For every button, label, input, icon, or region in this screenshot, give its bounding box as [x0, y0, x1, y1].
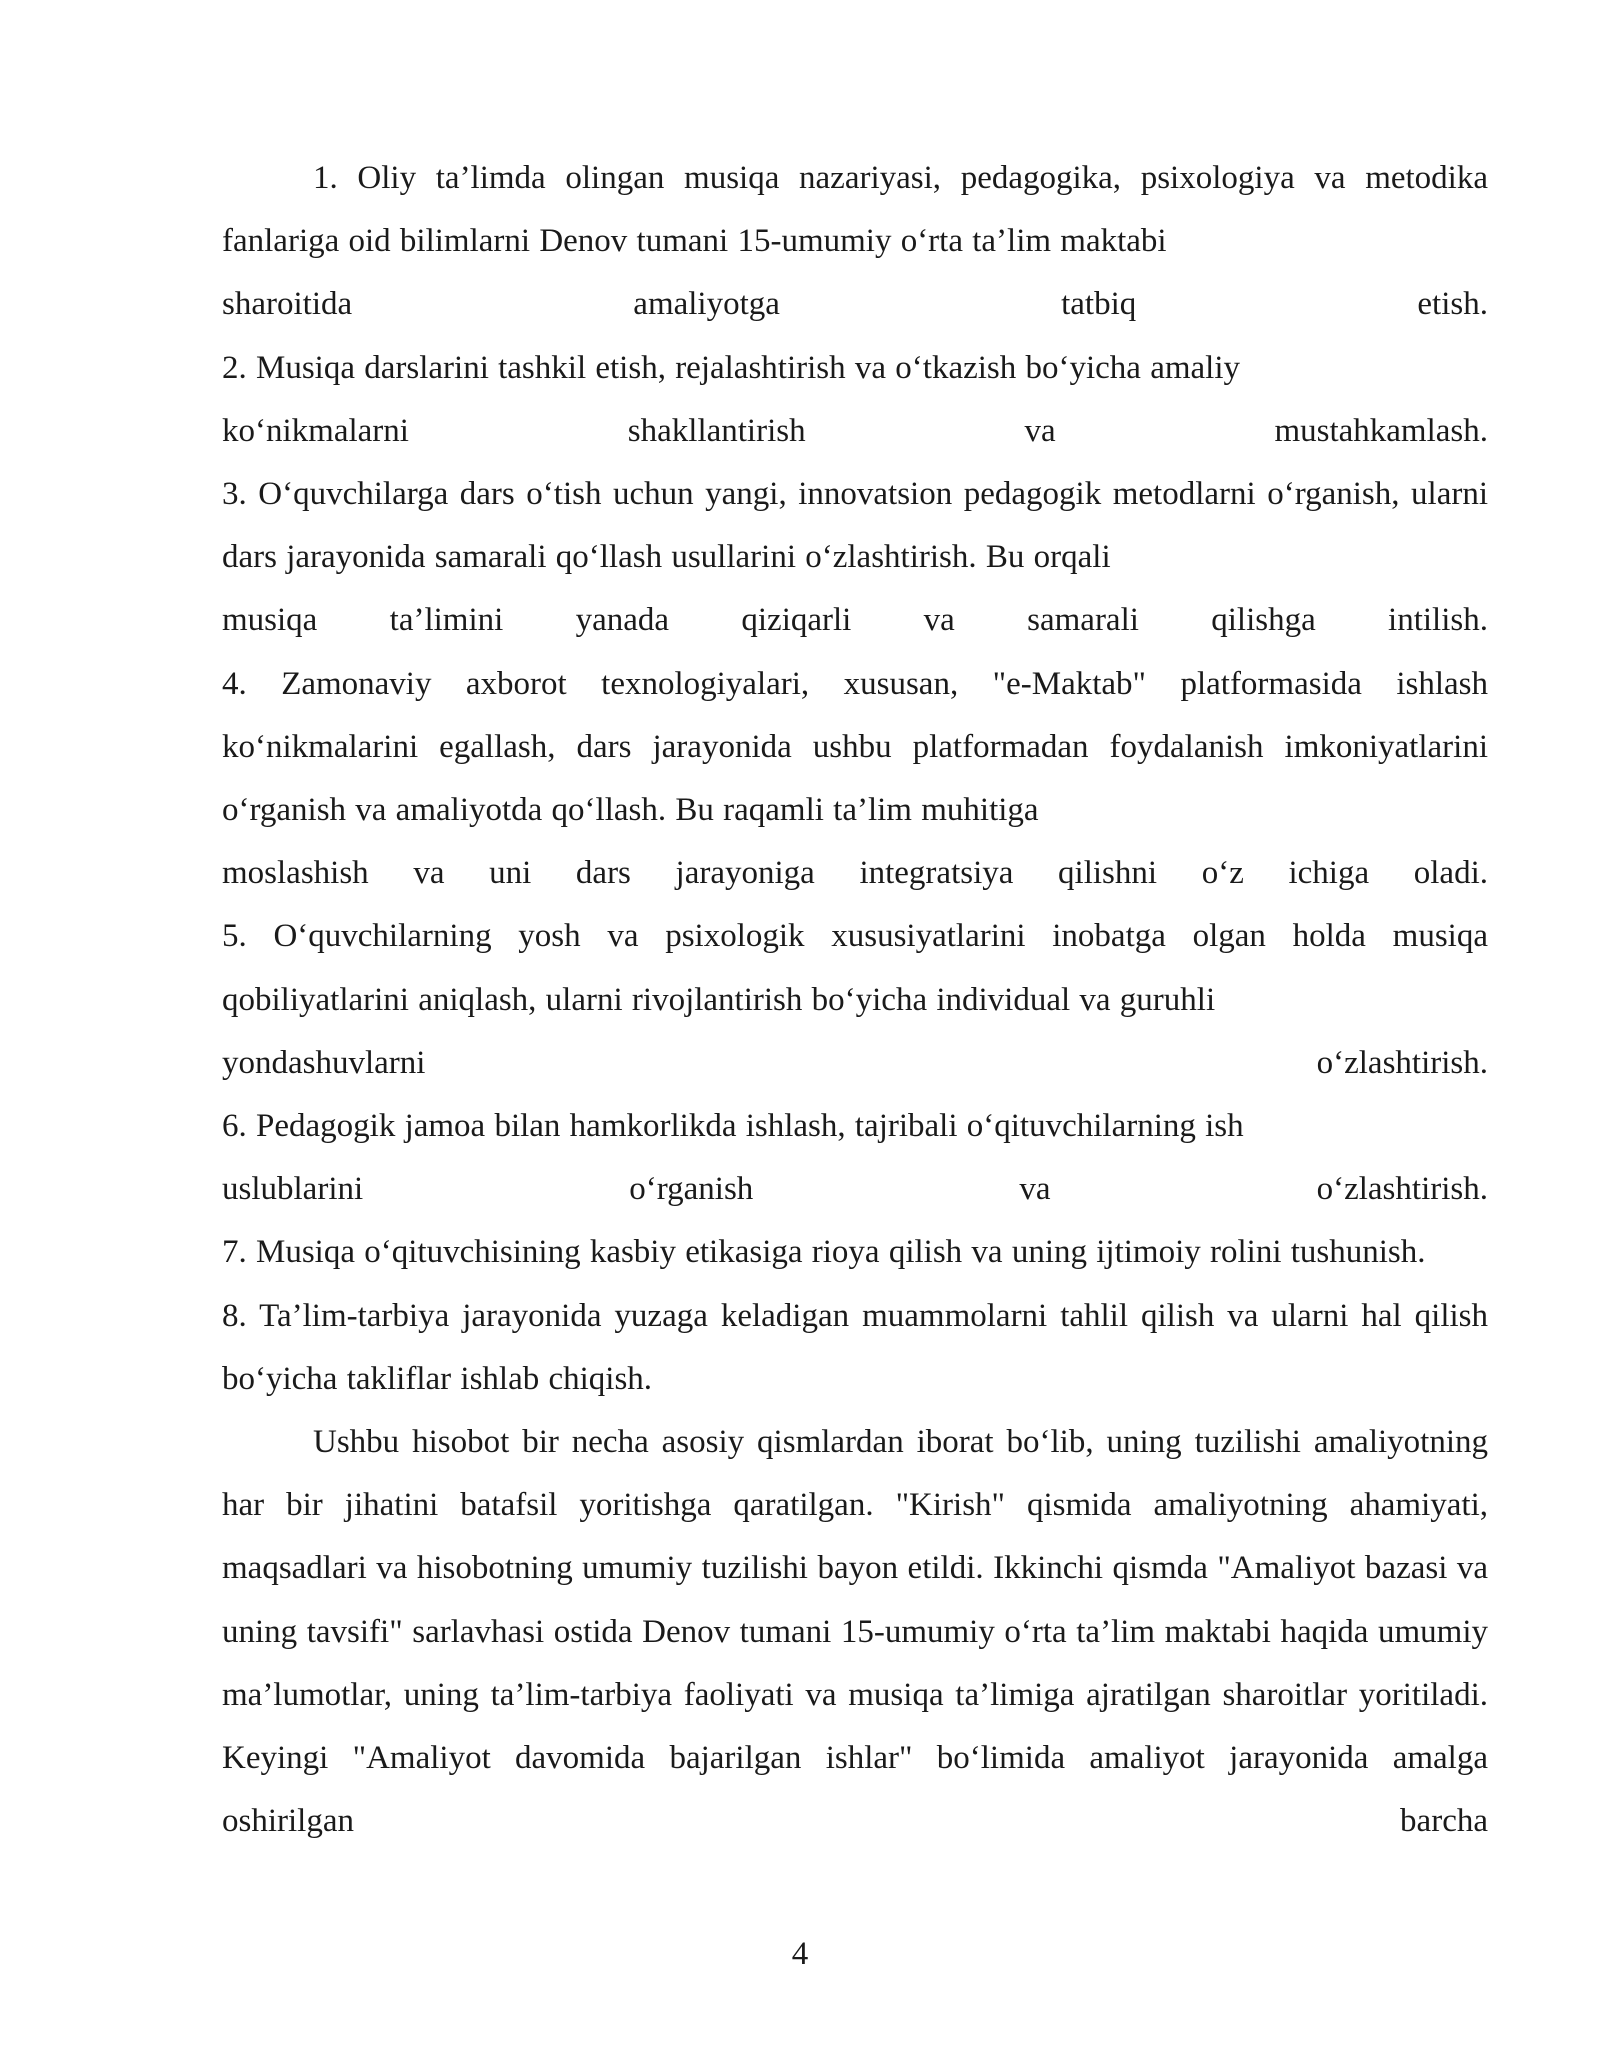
- page-content: [222, 147, 1488, 1853]
- list-item-8-text: 8. Ta’lim-tarbiya jarayonida yuzaga keladigan muammolarni tahlil qilish va ularni hal qilish bo‘yicha takliflar ishlab chiqish.: [222, 1297, 1488, 1397]
- list-item-8: [222, 1285, 1488, 1411]
- list-item-1-last-line: sharoitida amaliyotga tatbiq etish.: [222, 286, 1488, 323]
- list-item-7-text: 7. Musiqa o‘qituvchisining kasbiy etikasiga rioya qilish va uning ijtimoiy rolini tushunish.: [222, 1234, 1426, 1271]
- list-item-2-last-line: ko‘nikmalarni shakllantirish va mustahkamlash.: [222, 412, 1488, 449]
- list-item-5-text: 5. O‘quvchilarning yosh va psixologik xususiyatlarini inobatga olgan holda musiqa qobiliyatlarini aniqlash, ularni rivojlantirish bo‘yicha individual va guruhli: [222, 918, 1488, 1018]
- list-item-1-text: 1. Oliy ta’limda olingan musiqa nazariyasi, pedagogika, psixologiya va metodika fanlariga oid bilimlarni Denov tumani 15-umumiy o‘rta ta’lim maktabi: [222, 160, 1488, 260]
- list-item-6: [222, 1095, 1488, 1221]
- list-item-5-last-line: yondashuvlarni o‘zlashtirish.: [222, 1044, 1488, 1081]
- list-item-4-last-line: moslashish va uni dars jarayoniga integratsiya qilishni o‘z ichiga oladi.: [222, 855, 1488, 892]
- list-item-7: [222, 1221, 1488, 1284]
- list-item-2: [222, 337, 1488, 463]
- list-item-3: [222, 463, 1488, 653]
- list-item-3-last-line: musiqa ta’limini yanada qiziqarli va samarali qilishga intilish.: [222, 602, 1488, 639]
- list-item-4: [222, 653, 1488, 906]
- list-item-1: [222, 147, 1488, 337]
- page-number: 4: [791, 1936, 809, 1972]
- list-item-2-text: 2. Musiqa darslarini tashkil etish, rejalashtirish va o‘tkazish bo‘yicha amaliy: [222, 349, 1240, 386]
- list-item-3-text: 3. O‘quvchilarga dars o‘tish uchun yangi, innovatsion pedagogik metodlarni o‘rganish, ularni dars jarayonida samarali qo‘llash usullarini o‘zlashtirish. Bu orqali: [222, 476, 1488, 576]
- list-item-5: [222, 905, 1488, 1095]
- list-item-6-text: 6. Pedagogik jamoa bilan hamkorlikda ishlash, tajribali o‘qituvchilarning ish: [222, 1108, 1244, 1145]
- list-item-4-text: 4. Zamonaviy axborot texnologiyalari, xususan, "e-Maktab" platformasida ishlash ko‘nikmalarini egallash, dars jarayonida ushbu platformadan foydalanish imkoniyatlarini o‘rganish va amaliyotda qo‘llash. Bu raqamli ta’lim muhitiga: [222, 665, 1488, 829]
- list-item-6-last-line: uslublarini o‘rganish va o‘zlashtirish.: [222, 1171, 1488, 1208]
- report-structure-paragraph: Ushbu hisobot bir necha asosiy qismlardan iborat bo‘lib, uning tuzilishi amaliyotning har bir jihatini batafsil yoritishga qaratilgan. "Kirish" qismida amaliyotning ahamiyati, maqsadlari va hisobotning umumiy tuzilishi bayon etildi. Ikkinchi qismda "Amaliyot bazasi va uning tavsifi" sarlavhasi ostida Denov tumani 15-umumiy o‘rta ta’lim maktabi haqida umumiy ma’lumotlar, uning ta’lim-tarbiya faoliyati va musiqa ta’limiga ajratilgan sharoitlar yoritiladi. Keyingi "Amaliyot davomida bajarilgan ishlar" bo‘limida amaliyot jarayonida amalga oshirilgan barcha: [222, 1424, 1488, 1840]
